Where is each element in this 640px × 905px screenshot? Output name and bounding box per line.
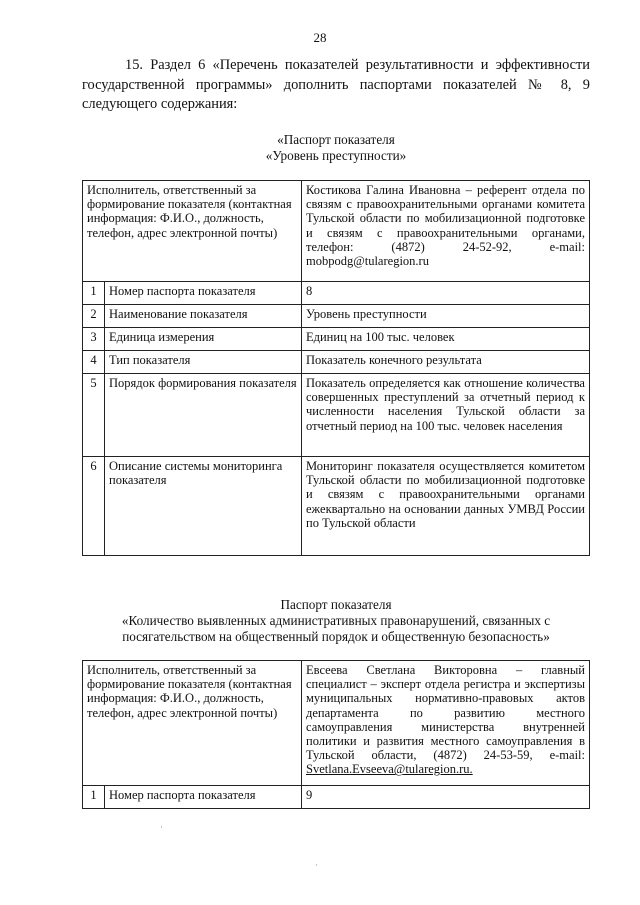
- table-row: [83, 786, 590, 809]
- row-label: Единица измерения: [105, 328, 302, 351]
- executor-label: Исполнитель, ответственный за формирование показателя (контактная информация: Ф.И.О., должность, телефон, адрес электронной почты): [83, 661, 302, 786]
- table-row: [83, 457, 590, 556]
- passport-2-caption-line-2: «Количество выявленных административных правонарушений, связанных с посягательством на общественный порядок и общественную безопасность»: [121, 613, 551, 644]
- row-number: 4: [83, 351, 105, 374]
- passport-1-caption-line-2: «Уровень преступности»: [265, 148, 407, 163]
- row-number: 5: [83, 374, 105, 457]
- passport-2-table: [82, 660, 590, 809]
- table-row: [83, 374, 590, 457]
- row-number: 2: [83, 305, 105, 328]
- executor-row: [83, 661, 590, 786]
- row-value: 9: [302, 786, 590, 809]
- table-row: [83, 282, 590, 305]
- row-label: Тип показателя: [105, 351, 302, 374]
- intro-paragraph: 15. Раздел 6 «Перечень показателей результативности и эффективности государственной программы» дополнить паспортами показателей № 8, 9 следующего содержания:: [82, 57, 590, 112]
- row-label: Наименование показателя: [105, 305, 302, 328]
- row-label: Номер паспорта показателя: [105, 786, 302, 809]
- row-number: 1: [83, 786, 105, 809]
- row-label: Описание системы мониторинга показателя: [105, 457, 302, 556]
- row-label: Номер паспорта показателя: [105, 282, 302, 305]
- executor-row: [83, 181, 590, 282]
- row-value: Уровень преступности: [302, 305, 590, 328]
- row-value: Мониторинг показателя осуществляется комитетом Тульской области по мобилизационной подготовке и связям с правоохранительными органами ежеквартально на основании данных УМВД России по Тульской области: [302, 457, 590, 556]
- row-number: 3: [83, 328, 105, 351]
- passport-2-caption-line-1: Паспорт показателя: [280, 597, 392, 612]
- executor-value: Костикова Галина Ивановна – референт отдела по связям с правоохранительными органами комитета Тульской области по мобилизационной подготовке и связям с правоохранительными органами, телефон: (4872) 24-52-92, e-mail: mobpodg@tularegion.ru: [302, 181, 590, 282]
- row-number: 6: [83, 457, 105, 556]
- row-number: 1: [83, 282, 105, 305]
- page-number: 28: [313, 30, 327, 45]
- row-value: Показатель определяется как отношение количества совершенных преступлений за отчетный период к численности населения Тульской области за отчетный период на 100 тыс. человек населения: [302, 374, 590, 457]
- row-value: Показатель конечного результата: [302, 351, 590, 374]
- table-row: [83, 351, 590, 374]
- executor-value-text: Евсеева Светлана Викторовна – главный специалист – эксперт отдела регистра и экспертизы муниципальных нормативно-правовых актов департамента по развитию местного самоуправления министерства внутренней политики и развития местного самоуправления в Тульской области, (4872) 24-53-59, e-mail:: [306, 663, 585, 763]
- executor-label: Исполнитель, ответственный за формирование показателя (контактная информация: Ф.И.О., должность, телефон, адрес электронной почты): [83, 181, 302, 282]
- executor-value: [302, 661, 590, 786]
- executor-email-link[interactable]: Svetlana.Evseeva@tularegion.ru.: [306, 762, 473, 777]
- row-value: Единиц на 100 тыс. человек: [302, 328, 590, 351]
- table-row: [83, 305, 590, 328]
- scan-artifact: ·: [315, 860, 318, 870]
- row-label: Порядок формирования показателя: [105, 374, 302, 457]
- table-row: [83, 328, 590, 351]
- passport-1-caption-line-1: «Паспорт показателя: [277, 132, 395, 147]
- scan-artifact: ·: [160, 822, 163, 832]
- row-value: 8: [302, 282, 590, 305]
- passport-1-table: [82, 180, 590, 556]
